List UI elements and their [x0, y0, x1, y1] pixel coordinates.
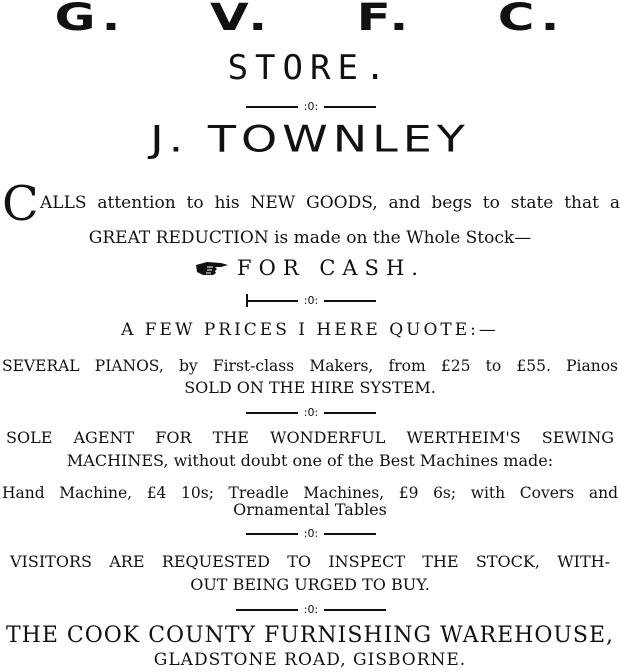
pianos-line-1: SEVERAL PIANOS, by First-class Makers, from £25 to £55. Pianos: [2, 357, 618, 375]
divider-mark: :0:: [303, 406, 319, 419]
divider-mark: :0:: [303, 100, 319, 113]
warehouse-address: GLADSTONE ROAD, GISBORNE.: [153, 650, 467, 670]
store-title-gvfc: G. V. F. C.: [54, 0, 566, 39]
divider: [236, 603, 386, 616]
intro-line-2: GREAT REDUCTION is made on the Whole Stock—: [88, 228, 532, 248]
drop-cap: C: [2, 176, 39, 232]
sewing-line-2: MACHINES, without doubt one of the Best Machines made:: [66, 451, 554, 470]
prices-heading: A FEW PRICES I HERE QUOTE:—: [121, 320, 499, 340]
visitors-line-2: OUT BEING URGED TO BUY.: [190, 575, 430, 594]
sewing-line-1: SOLE AGENT FOR THE WONDERFUL WERTHEIM'S SEWING: [6, 428, 614, 447]
for-cash-line: [0, 256, 620, 280]
pianos-line-2: SOLD ON THE HIRE SYSTEM.: [184, 378, 436, 397]
intro-line-1: ALLS attention to his NEW GOODS, and begs to state that a: [40, 193, 620, 213]
divider: [246, 100, 376, 113]
divider: [246, 527, 376, 540]
store-subtitle: STORE.: [227, 48, 393, 88]
divider: [246, 294, 376, 307]
sewing-line-3: Hand Machine, £4 10s; Treadle Machines, £9 6s; with Covers and: [2, 484, 618, 502]
pointing-hand-icon: [195, 259, 229, 277]
visitors-line-1: VISITORS ARE REQUESTED TO INSPECT THE STOCK, WITH-: [10, 552, 610, 571]
divider-mark: :0:: [303, 294, 319, 307]
sewing-line-4: Ornamental Tables: [233, 500, 387, 519]
proprietor-name: J. TOWNLEY: [150, 117, 470, 161]
divider: [246, 406, 376, 419]
for-cash-text: FOR CASH.: [237, 256, 425, 280]
divider-mark: :0:: [303, 527, 319, 540]
divider-mark: :0:: [303, 603, 319, 616]
warehouse-name: THE COOK COUNTY FURNISHING WAREHOUSE,: [5, 623, 615, 648]
